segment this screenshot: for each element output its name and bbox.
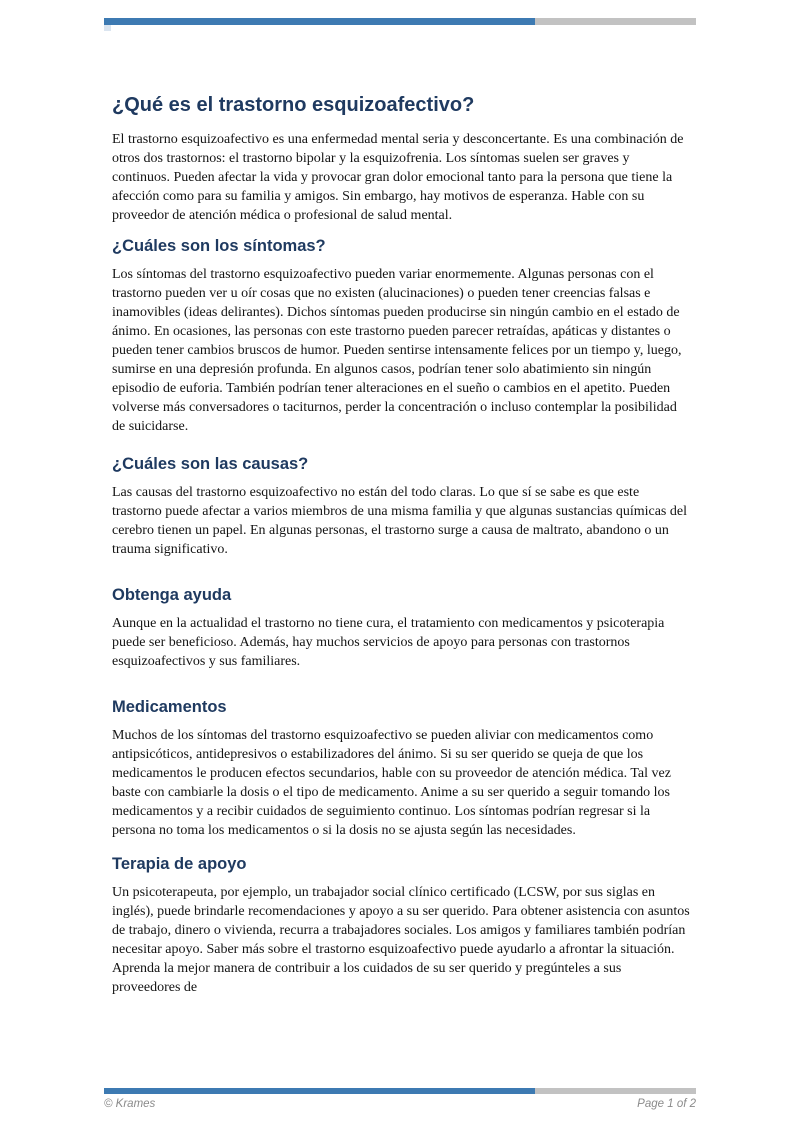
accent-bar-notch — [104, 25, 111, 31]
section-heading-obtenga-ayuda: Obtenga ayuda — [112, 586, 232, 604]
section-medicamentos — [112, 697, 690, 840]
section-heading-terapia-de-apoyo: Terapia de apoyo — [112, 855, 247, 873]
footer-text-row — [104, 1098, 696, 1110]
footer-accent-bar-gray-segment — [535, 1088, 696, 1094]
section-paragraph-terapia-de-apoyo: Un psicoterapeuta, por ejemplo, un trabajador social clínico certificado (LCSW, por sus siglas en inglés), puede brindarle recomendaciones y apoyo a su ser querido. Para obtener asistencia con asuntos de trabajo, dinero o vivienda, recurra a trabajadores sociales. Los amigos y familiares también podrían necesitar apoyo. Saber más sobre el trastorno esquizoafectivo puede ayudarlo a afrontar la situación. Aprenda la mejor manera de contribuir a los cuidados de su ser querido y pregúnteles a sus proveedores de — [112, 885, 690, 995]
section-heading-causas: ¿Cuáles son las causas? — [112, 455, 309, 473]
document-body — [112, 0, 690, 997]
section-terapia-de-apoyo — [112, 854, 690, 997]
section-paragraph-medicamentos: Muchos de los síntomas del trastorno esquizoafectivo se pueden aliviar con medicamentos como antipsicóticos, antidepresivos o estabilizadores del ánimo. Si su ser querido se queja de que los medicamentos le producen efectos secundarios, hable con su proveedor de atención médica. Tal vez baste con cambiarle la dosis o el tipo de medicamento. Anime a su ser querido a seguir tomando los medicamentos y a recibir cuidados de seguimiento continuo. Los síntomas podrían regresar si la persona no toma los medicamentos o si la dosis no se ajusta según las necesidades. — [112, 728, 671, 838]
section-causas — [112, 454, 690, 559]
section-heading-medicamentos: Medicamentos — [112, 698, 227, 716]
section-paragraph-sintomas: Los síntomas del trastorno esquizoafectivo pueden variar enormemente. Algunas personas con el trastorno pueden ver u oír cosas que no existen (alucinaciones) o pueden tener creencias falsas e inamovibles (ideas delirantes). Dichos síntomas pueden producirse sin ningún cambio en el estado de ánimo. En ocasiones, las personas con este trastorno pueden parecer retraídas, apáticas y distantes o pueden tener cambios bruscos de humor. Pueden sentirse intensamente felices por un tiempo y, luego, sumirse en una depresión profunda. En algunos casos, podrían tener solo abatimiento sin ningún episodio de euforia. También podrían tener alteraciones en el sueño o cambios en el apetito. Pueden volverse más conversadores o taciturnos, perder la concentración o incluso contemplar la posibilidad de suicidarse. — [112, 267, 682, 434]
section-paragraph-causas: Las causas del trastorno esquizoafectivo no están del todo claras. Lo que sí se sabe es que este trastorno puede afectar a varios miembros de una misma familia y que algunas sustancias químicas del cerebro tienen un papel. En algunas personas, el trastorno surge a causa de maltrato, abandono o un trauma significativo. — [112, 485, 687, 557]
footer-accent-bar-blue-segment — [104, 1088, 535, 1094]
section-obtenga-ayuda — [112, 585, 690, 671]
page-footer — [104, 1088, 696, 1110]
intro-paragraph: El trastorno esquizoafectivo es una enfermedad mental seria y desconcertante. Es una combinación de otros dos trastornos: el trastorno bipolar y la esquizofrenia. Los síntomas suelen ser graves y continuos. Pueden afectar la vida y provocar gran dolor emocional tanto para la persona que tiene la afección como para su familia y amigos. Sin embargo, hay motivos de esperanza. Hable con su proveedor de atención médica o profesional de salud mental. — [112, 132, 684, 223]
section-sintomas — [112, 236, 690, 436]
page-title: ¿Qué es el trastorno esquizoafectivo? — [112, 94, 475, 116]
section-paragraph-obtenga-ayuda: Aunque en la actualidad el trastorno no tiene cura, el tratamiento con medicamentos y psicoterapia puede ser beneficioso. Además, hay muchos servicios de apoyo para personas con trastornos esquizoafectivos y sus familiares. — [112, 616, 665, 669]
footer-page-indicator: Page 1 of 2 — [637, 1098, 696, 1110]
footer-copyright: © Krames — [104, 1098, 156, 1110]
footer-accent-bar — [104, 1088, 696, 1094]
section-heading-sintomas: ¿Cuáles son los síntomas? — [112, 237, 326, 255]
